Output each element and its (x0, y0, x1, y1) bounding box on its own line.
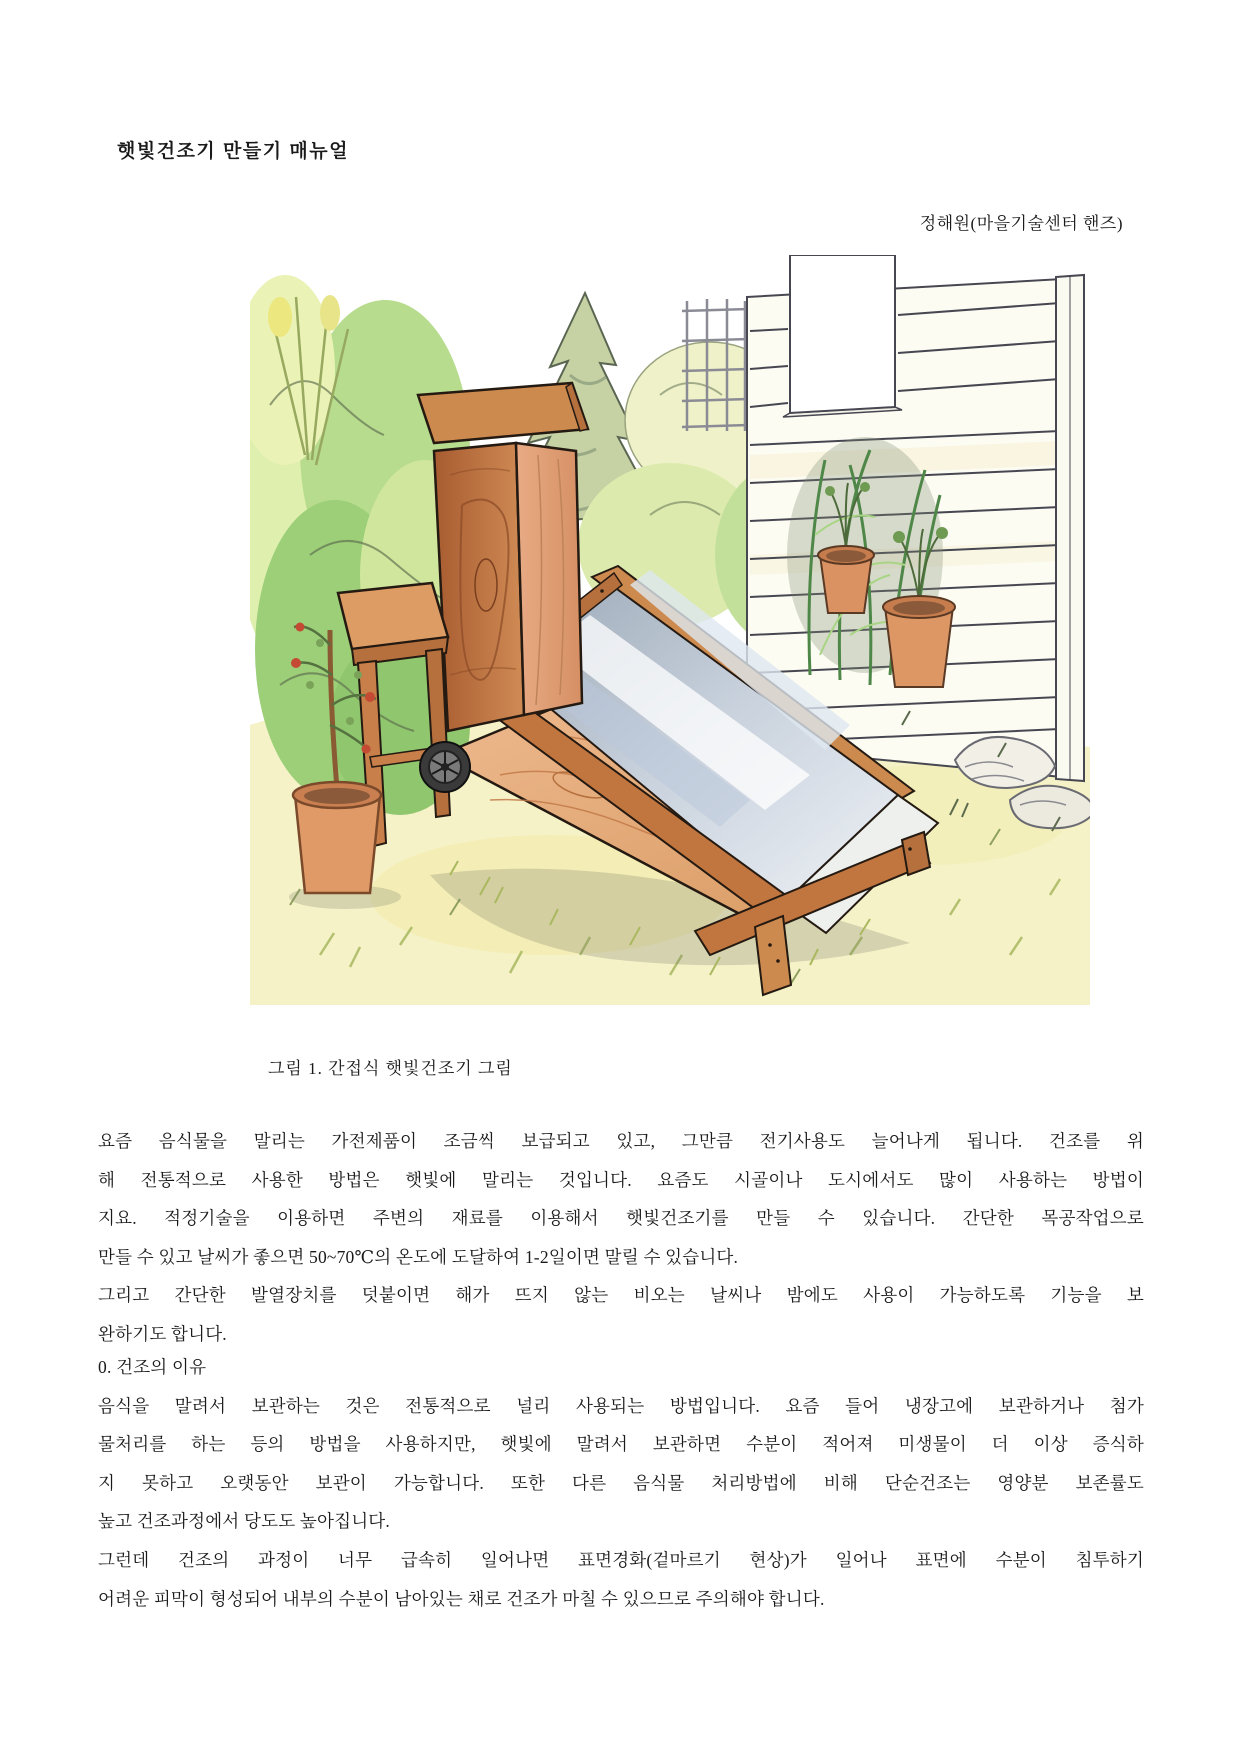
cabinet-side-face (516, 443, 582, 715)
figure (250, 255, 1090, 1005)
body-line: 어려운 피막이 형성되어 내부의 수분이 남아있는 채로 건조가 마칠 수 있으므로 주의해야 합니다. (98, 1588, 825, 1609)
page-title: 햇빛건조기 만들기 매뉴얼 (117, 141, 349, 162)
section-heading: 0. 건조의 이유 (98, 1357, 207, 1377)
figure-caption: 그림 1. 간접식 햇빛건조기 그림 (268, 1059, 513, 1078)
body-line: 완하기도 합니다. (98, 1323, 227, 1344)
author-byline: 정해원(마을기술센터 핸즈) (919, 214, 1123, 233)
body-line: 그런데 건조의 과정이 너무 급속히 일어나면 표면경화(겉마르기 현상)가 일어나 표면에 수분이 침투하기 (98, 1549, 1144, 1570)
body-line: 지 못하고 오랫동안 보관이 가능합니다. 또한 다른 음식물 처리방법에 비해 단순건조는 영양분 보존률도 (98, 1472, 1144, 1493)
section-0 (98, 1348, 1144, 1618)
body-line: 높고 건조과정에서 당도도 높아집니다. (98, 1511, 390, 1532)
body-line: 요즘 음식물을 말리는 가전제품이 조금씩 보급되고 있고, 그만큼 전기사용도 늘어나게 됩니다. 건조를 위 (98, 1131, 1144, 1151)
wall-window (783, 255, 902, 417)
cabinet-front-face (434, 443, 524, 731)
body-line: 음식을 말려서 보관하는 것은 전통적으로 널리 사용되는 방법입니다. 요즘 들어 냉장고에 보관하거나 첨가 (98, 1395, 1144, 1416)
body-line: 해 전통적으로 사용한 방법은 햇빛에 말리는 것입니다. 요즘도 시골이나 도시에서도 많이 사용하는 방법이 (98, 1169, 1144, 1190)
body-line: 지요. 적정기술을 이용하면 주변의 재료를 이용해서 햇빛건조기를 만들 수 있습니다. 간단한 목공작업으로 (98, 1208, 1144, 1229)
cart-wheel (420, 742, 470, 792)
body-line: 그리고 간단한 발열장치를 덧붙이면 해가 뜨지 않는 비오는 날씨나 밤에도 사용이 가능하도록 기능을 보 (98, 1285, 1144, 1306)
body-line: 물처리를 하는 등의 방법을 사용하지만, 햇빛에 말려서 보관하면 수분이 적어져 미생물이 더 이상 증식하 (98, 1434, 1144, 1455)
body-line: 만들 수 있고 날씨가 좋으면 50~70℃의 온도에 도달하여 1-2일이면 말릴 수 있습니다. (98, 1246, 739, 1267)
solar-dryer-illustration (250, 255, 1090, 1005)
intro-paragraph (98, 1122, 1144, 1354)
